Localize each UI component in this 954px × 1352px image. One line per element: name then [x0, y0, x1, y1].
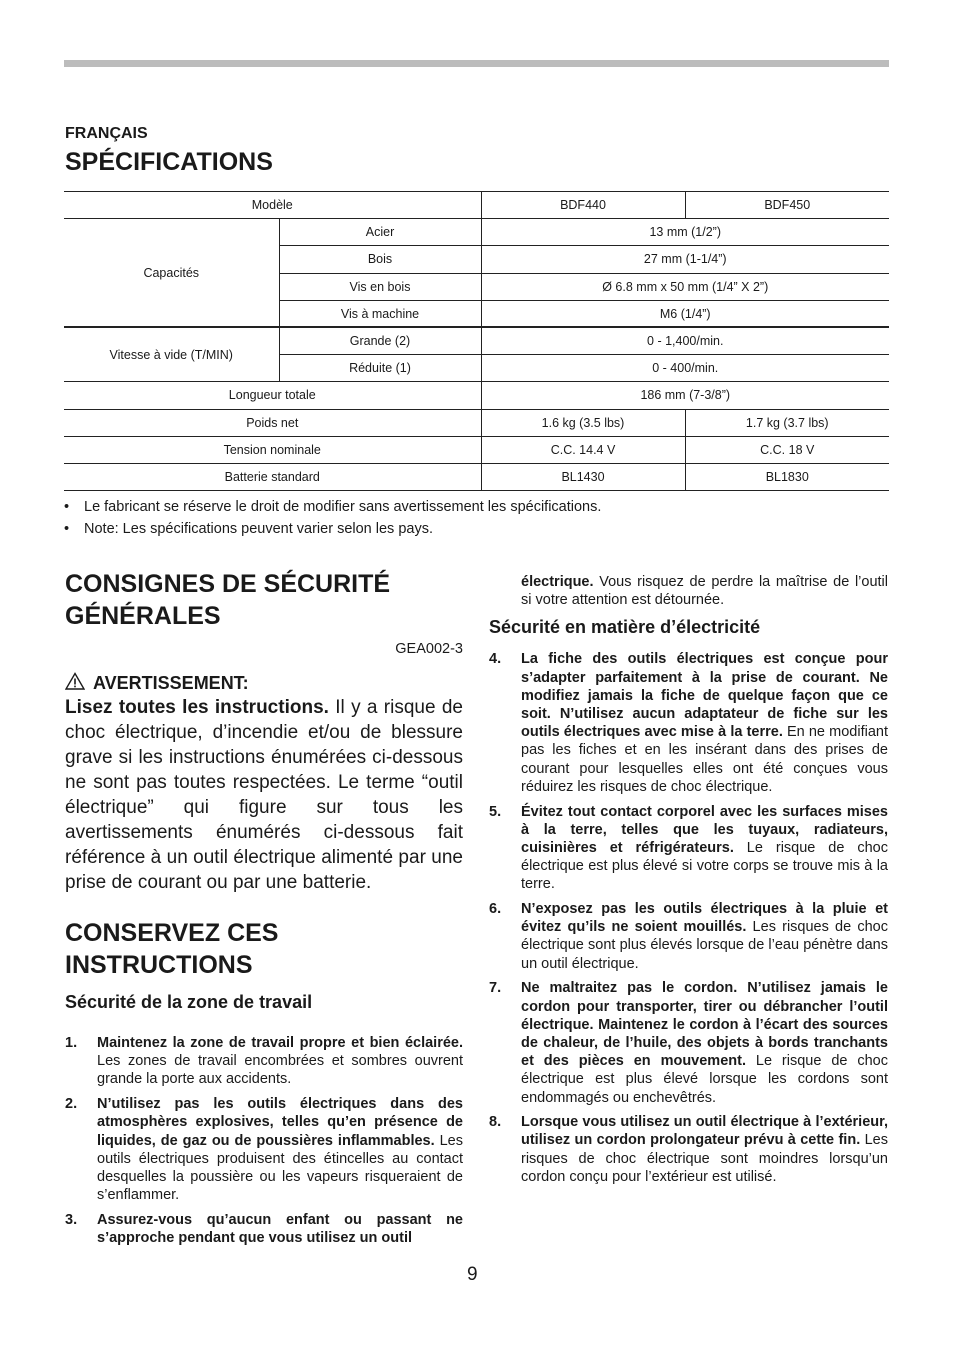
note-item: • Le fabricant se réserve le droit de modifier sans avertissement les spécifications.	[64, 496, 889, 518]
header-rule	[64, 60, 889, 67]
item-bold: Maintenez la zone de travail propre et bien éclairée.	[97, 1035, 463, 1051]
speed-mode-label: Réduite (1)	[279, 355, 481, 382]
item-text: Le risque de choc électrique est plus élevé lorsque les cordons sont endommagés ou enchevêtrés.	[521, 1053, 888, 1106]
battery-value: BL1430	[481, 463, 685, 490]
work-area-list	[65, 1034, 463, 1247]
warning-heading	[65, 672, 463, 695]
weight-value: 1.6 kg (3.5 lbs)	[481, 409, 685, 436]
weight-label: Poids net	[64, 409, 481, 436]
item-bold: Ne maltraitez pas le cordon. N’utilisez jamais le cordon pour transporter, tirer ou débrancher l’outil électrique. Maintenez le cordon à l’écart des sources de chaleur, de l’huile, des objets à bords tranchants et des pièces en mouvement.	[521, 980, 888, 1070]
list-item	[489, 803, 888, 894]
table-row	[64, 463, 889, 490]
note-item: • Note: Les spécifications peuvent varier selon les pays.	[64, 518, 889, 540]
voltage-value: C.C. 14.4 V	[481, 436, 685, 463]
item-text: Les risques de choc électrique sont plus élevés lorsque de l’eau pénètre dans un outil électrique.	[521, 919, 888, 972]
length-label: Longueur totale	[64, 382, 481, 409]
item-continuation	[489, 573, 888, 609]
table-row	[64, 192, 889, 219]
table-row	[64, 382, 889, 409]
item-bold: N’utilisez pas les outils électriques dans des atmosphères explosives, telles qu’en présence de liquides, de gaz ou de poussières inflammables.	[97, 1096, 463, 1149]
keep-instructions-title	[65, 917, 463, 981]
list-item	[65, 1211, 463, 1247]
item-text: Les outils électriques produisent des étincelles au contact desquelles la poussière ou les vapeurs risqueraient de s’enflammer.	[97, 1132, 463, 1204]
capacity-label: Acier	[279, 219, 481, 246]
warning-text: Il y a risque de choc électrique, d’incendie et/ou de blessure grave si les instructions énumérées ci-dessous ne sont pas toutes respectées. Le terme “outil électrique” qui figure sur tous les avertissements énumérés ci-dessous fait référence à un outil électrique alimenté par une prise de courant ou par une batterie.	[65, 697, 463, 893]
list-item	[489, 900, 888, 973]
reference-code: GEA002-3	[395, 641, 463, 657]
item-number: 1.	[65, 1035, 78, 1051]
list-item	[65, 1034, 463, 1089]
list-item	[489, 1113, 888, 1186]
item-bold: Lorsque vous utilisez un outil électrique à l’extérieur, utilisez un cordon prolongateur prévu à cette fin.	[521, 1114, 888, 1149]
battery-label: Batterie standard	[64, 463, 481, 490]
item-number: 5.	[489, 803, 502, 820]
capacity-label: Vis à machine	[279, 300, 481, 327]
safety-title	[65, 568, 463, 632]
weight-value: 1.7 kg (3.7 lbs)	[685, 409, 889, 436]
list-item	[489, 650, 888, 796]
speed-mode-label: Grande (2)	[279, 327, 481, 354]
warning-triangle-icon	[65, 672, 85, 695]
item-number: 4.	[489, 651, 502, 668]
keep-title-line: CONSERVEZ CES	[65, 919, 279, 947]
item-text: Les zones de travail encombrées et sombres ouvrent grande la porte aux accidents.	[97, 1053, 463, 1088]
safety-title-line: GÉNÉRALES	[65, 602, 221, 630]
item-text: Vous risquez de perdre la maîtrise de l’outil si votre attention est détournée.	[521, 574, 888, 609]
voltage-label: Tension nominale	[64, 436, 481, 463]
item-bold: électrique.	[521, 574, 594, 590]
table-row	[64, 409, 889, 436]
item-number: 2.	[65, 1096, 78, 1113]
item-number: 8.	[489, 1114, 502, 1131]
specifications-table	[64, 191, 889, 491]
work-area-title: Sécurité de la zone de travail	[65, 992, 313, 1012]
safety-title-line: CONSIGNES DE SÉCURITÉ	[65, 570, 391, 598]
length-value: 186 mm (7-3/8”)	[481, 382, 889, 409]
model-label: Modèle	[64, 192, 481, 219]
warning-lead: Lisez toutes les instructions.	[65, 697, 329, 718]
speed-value: 0 - 400/min.	[481, 355, 889, 382]
warning-title: AVERTISSEMENT:	[93, 673, 249, 693]
item-text: Le risque de choc électrique est plus élevé si votre corps se trouve mis à la terre.	[521, 839, 888, 893]
electric-title: Sécurité en matière d’électricité	[489, 617, 761, 638]
model-cell: BDF440	[481, 192, 685, 219]
capacity-label: Vis en bois	[279, 273, 481, 300]
page-number: 9	[467, 1264, 478, 1285]
item-bold: Évitez tout contact corporel avec les surfaces mises à la terre, telles que les tuyaux, radiateurs, cuisinières et réfrigérateurs.	[521, 803, 888, 856]
warning-body	[65, 695, 463, 895]
right-column	[489, 573, 888, 1193]
item-bold: La fiche des outils électriques est conçue pour s’adapter parfaitement à la prise de courant. Ne modifiez jamais la fiche de quelque façon que ce soit. N’utilisez aucun adaptateur de fiche sur les outils électriques avec mise à la terre.	[521, 651, 888, 741]
item-number: 6.	[489, 901, 502, 918]
spec-notes	[64, 496, 889, 540]
electric-list	[489, 650, 888, 1186]
specs-title: SPÉCIFICATIONS	[65, 148, 273, 176]
table-row	[64, 327, 889, 354]
language-label: FRANÇAIS	[65, 125, 148, 142]
voltage-value: C.C. 18 V	[685, 436, 889, 463]
item-text: En ne modifiant pas les fiches et en les insérant dans des prises de courant pour lesquelles elles ont été conçues vous réduirez les risques de choc électrique.	[521, 724, 888, 795]
capacity-label: Bois	[279, 246, 481, 273]
battery-value: BL1830	[685, 463, 889, 490]
capacity-value: Ø 6.8 mm x 50 mm (1/4” X 2”)	[481, 273, 889, 300]
list-item	[65, 1095, 463, 1204]
item-bold: Assurez-vous qu’aucun enfant ou passant ne s’approche pendant que vous utilisez un outil	[97, 1211, 463, 1247]
model-cell: BDF450	[685, 192, 889, 219]
table-row	[64, 436, 889, 463]
item-number: 3.	[65, 1211, 78, 1228]
speed-value: 0 - 1,400/min.	[481, 327, 889, 354]
list-item	[489, 979, 888, 1106]
speed-label: Vitesse à vide (T/MIN)	[64, 327, 279, 381]
capacity-value: 27 mm (1-1/4”)	[481, 246, 889, 273]
capacity-value: 13 mm (1/2”)	[481, 219, 889, 246]
capacities-label: Capacités	[64, 219, 279, 328]
item-bold: N’exposez pas les outils électriques à la pluie et évitez qu’ils ne soient mouillés.	[521, 901, 888, 936]
capacity-value: M6 (1/4”)	[481, 300, 889, 327]
item-text: Les risques de choc électrique sont moindres lorsqu’un cordon conçu pour l’extérieur est utilisé.	[521, 1132, 888, 1185]
keep-title-line: INSTRUCTIONS	[65, 951, 253, 979]
left-column	[65, 568, 463, 1254]
table-row	[64, 219, 889, 246]
item-number: 7.	[489, 980, 502, 997]
